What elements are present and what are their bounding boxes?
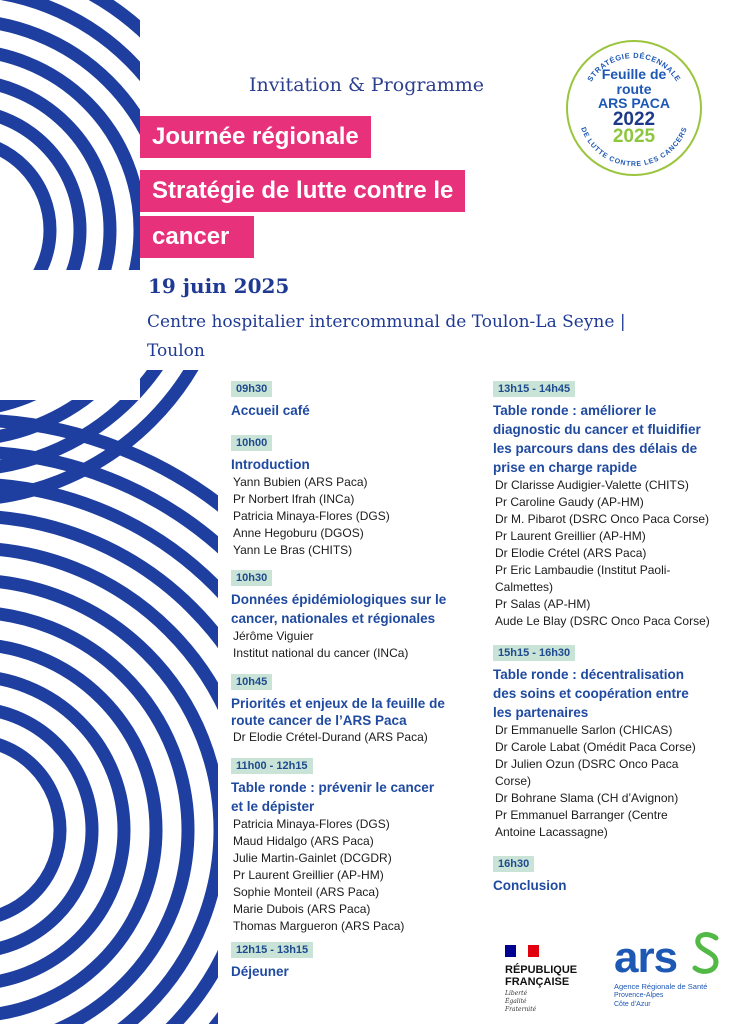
speaker: Aude Le Blay (DSRC Onco Paca Corse) <box>495 614 710 628</box>
time-badge: 10h30 <box>231 570 272 586</box>
logo-line-3: ARS PACA <box>597 95 671 111</box>
slot-title: et le dépister <box>231 799 315 814</box>
speaker: Julie Martin-Gainlet (DCGDR) <box>233 851 392 865</box>
program-slot <box>231 433 390 559</box>
venue-line-1: Centre hospitalier intercommunal de Toulon-La Seyne | <box>147 312 626 332</box>
rf-line-2: FRANÇAISE <box>505 976 570 988</box>
ars-line-2: Provence-Alpes <box>614 992 664 999</box>
slot-title: Table ronde : décentralisation <box>493 667 685 682</box>
program-slot <box>493 379 710 630</box>
speaker: Dr Bohrane Slama (CH d’Avignon) <box>495 791 679 805</box>
headline-line-2: Stratégie de lutte contre le <box>140 170 465 212</box>
program-slot <box>231 672 445 746</box>
speaker: Pr Eric Lambaudie (Institut Paoli- <box>495 563 671 577</box>
time-badge: 10h00 <box>231 435 272 451</box>
time-badge: 09h30 <box>231 381 272 397</box>
slot-title: route cancer de l’ARS Paca <box>231 713 407 728</box>
speaker: Dr Elodie Crétel (ARS Paca) <box>495 546 647 560</box>
slot-title: Accueil café <box>231 403 310 418</box>
logo-line-1: Feuille de <box>601 66 667 82</box>
speaker: Patricia Minaya-Flores (DGS) <box>233 817 390 831</box>
speaker: Calmettes) <box>495 580 554 594</box>
slot-title: Table ronde : prévenir le cancer <box>231 780 435 795</box>
rf-motto-3: Fraternité <box>505 1006 537 1013</box>
ars-line-3: Côte d’Azur <box>614 1001 651 1008</box>
logo-year-2: 2025 <box>612 126 656 147</box>
speaker: Pr Laurent Greillier (AP-HM) <box>233 868 384 882</box>
speaker: Pr Norbert Ifrah (INCa) <box>233 492 355 506</box>
roadmap-logo <box>566 40 702 176</box>
program-slot <box>231 756 434 935</box>
program-slot <box>493 854 567 895</box>
ars-word: ars <box>614 933 678 982</box>
speaker: Institut national du cancer (INCa) <box>233 646 409 660</box>
rf-line-1: RÉPUBLIQUE <box>505 964 578 976</box>
time-badge: 15h15 - 16h30 <box>493 645 575 661</box>
time-badge: 10h45 <box>231 674 272 690</box>
venue-line-2: Toulon <box>147 341 205 361</box>
ars-line-1: Agence Régionale de Santé <box>614 982 708 991</box>
slot-title: Conclusion <box>493 878 567 893</box>
rf-motto-2: Égalité <box>505 998 527 1005</box>
program-slot <box>231 568 446 662</box>
slot-title: Table ronde : améliorer le <box>493 403 657 418</box>
slot-title: des soins et coopération entre <box>493 686 689 701</box>
logo-year-1: 2022 <box>612 109 656 130</box>
program-slot <box>231 379 310 420</box>
slot-title: diagnostic du cancer et fluidifier <box>493 422 701 437</box>
ars-logo <box>614 933 708 1009</box>
speaker: Pr Caroline Gaudy (AP-HM) <box>495 495 644 509</box>
logo-arc-bottom-text: DE LUTTE CONTRE LES CANCERS <box>579 126 689 169</box>
slot-title: les parcours dans des délais de <box>493 441 698 456</box>
logo-arc-top-text: STRATÉGIE DÉCENNALE <box>585 50 683 84</box>
speaker: Dr Emmanuelle Sarlon (CHICAS) <box>495 723 673 737</box>
speaker: Dr Elodie Crétel-Durand (ARS Paca) <box>233 730 428 744</box>
speaker: Corse) <box>495 774 532 788</box>
slot-title: Priorités et enjeux de la feuille de <box>231 696 445 711</box>
time-badge: 12h15 - 13h15 <box>231 942 313 958</box>
speaker: Anne Hegoburu (DGOS) <box>233 526 364 540</box>
slot-title: Introduction <box>231 457 310 472</box>
speaker: Dr Clarisse Audigier-Valette (CHITS) <box>495 478 689 492</box>
speaker: Dr M. Pibarot (DSRC Onco Paca Corse) <box>495 512 710 526</box>
rf-motto-1: Liberté <box>505 990 528 997</box>
ars-wordmark <box>614 933 707 982</box>
slot-title: Données épidémiologiques sur le <box>231 592 447 607</box>
speaker: Dr Carole Labat (Omédit Paca Corse) <box>495 740 696 754</box>
event-date: 19 juin 2025 <box>148 274 290 298</box>
time-badge: 16h30 <box>493 856 534 872</box>
speaker: Pr Salas (AP-HM) <box>495 597 591 611</box>
french-flag-icon <box>505 945 539 957</box>
speaker: Maud Hidalgo (ARS Paca) <box>233 834 374 848</box>
logo-line-2: route <box>616 81 652 97</box>
slot-title: Déjeuner <box>231 964 289 979</box>
headline-line-3: cancer <box>140 216 254 258</box>
speaker: Thomas Margueron (ARS Paca) <box>233 919 405 933</box>
program-slot <box>493 643 696 841</box>
event-venue <box>147 308 687 366</box>
time-badge: 13h15 - 14h45 <box>493 381 575 397</box>
speaker: Patricia Minaya-Flores (DGS) <box>233 509 390 523</box>
speaker: Antoine Lacassagne) <box>495 825 608 839</box>
speaker: Dr Julien Ozun (DSRC Onco Paca <box>495 757 679 771</box>
speaker: Sophie Monteil (ARS Paca) <box>233 885 380 899</box>
ars-green-s-icon <box>692 930 722 978</box>
time-badge: 11h00 - 12h15 <box>231 758 313 774</box>
republique-francaise-logo <box>505 944 577 1014</box>
headline-line-1: Journée régionale <box>140 116 371 158</box>
slot-title: cancer, nationales et régionales <box>231 611 436 626</box>
speaker: Jérôme Viguier <box>233 629 314 643</box>
program-slot <box>231 940 313 981</box>
invitation-label: Invitation & Programme <box>249 74 485 96</box>
speaker: Marie Dubois (ARS Paca) <box>233 902 371 916</box>
speaker: Yann Le Bras (CHITS) <box>233 543 353 557</box>
speaker: Yann Bubien (ARS Paca) <box>233 475 368 489</box>
slot-title: les partenaires <box>493 705 589 720</box>
slot-title: prise en charge rapide <box>493 460 638 475</box>
speaker: Pr Laurent Greillier (AP-HM) <box>495 529 646 543</box>
speaker: Pr Emmanuel Barranger (Centre <box>495 808 668 822</box>
